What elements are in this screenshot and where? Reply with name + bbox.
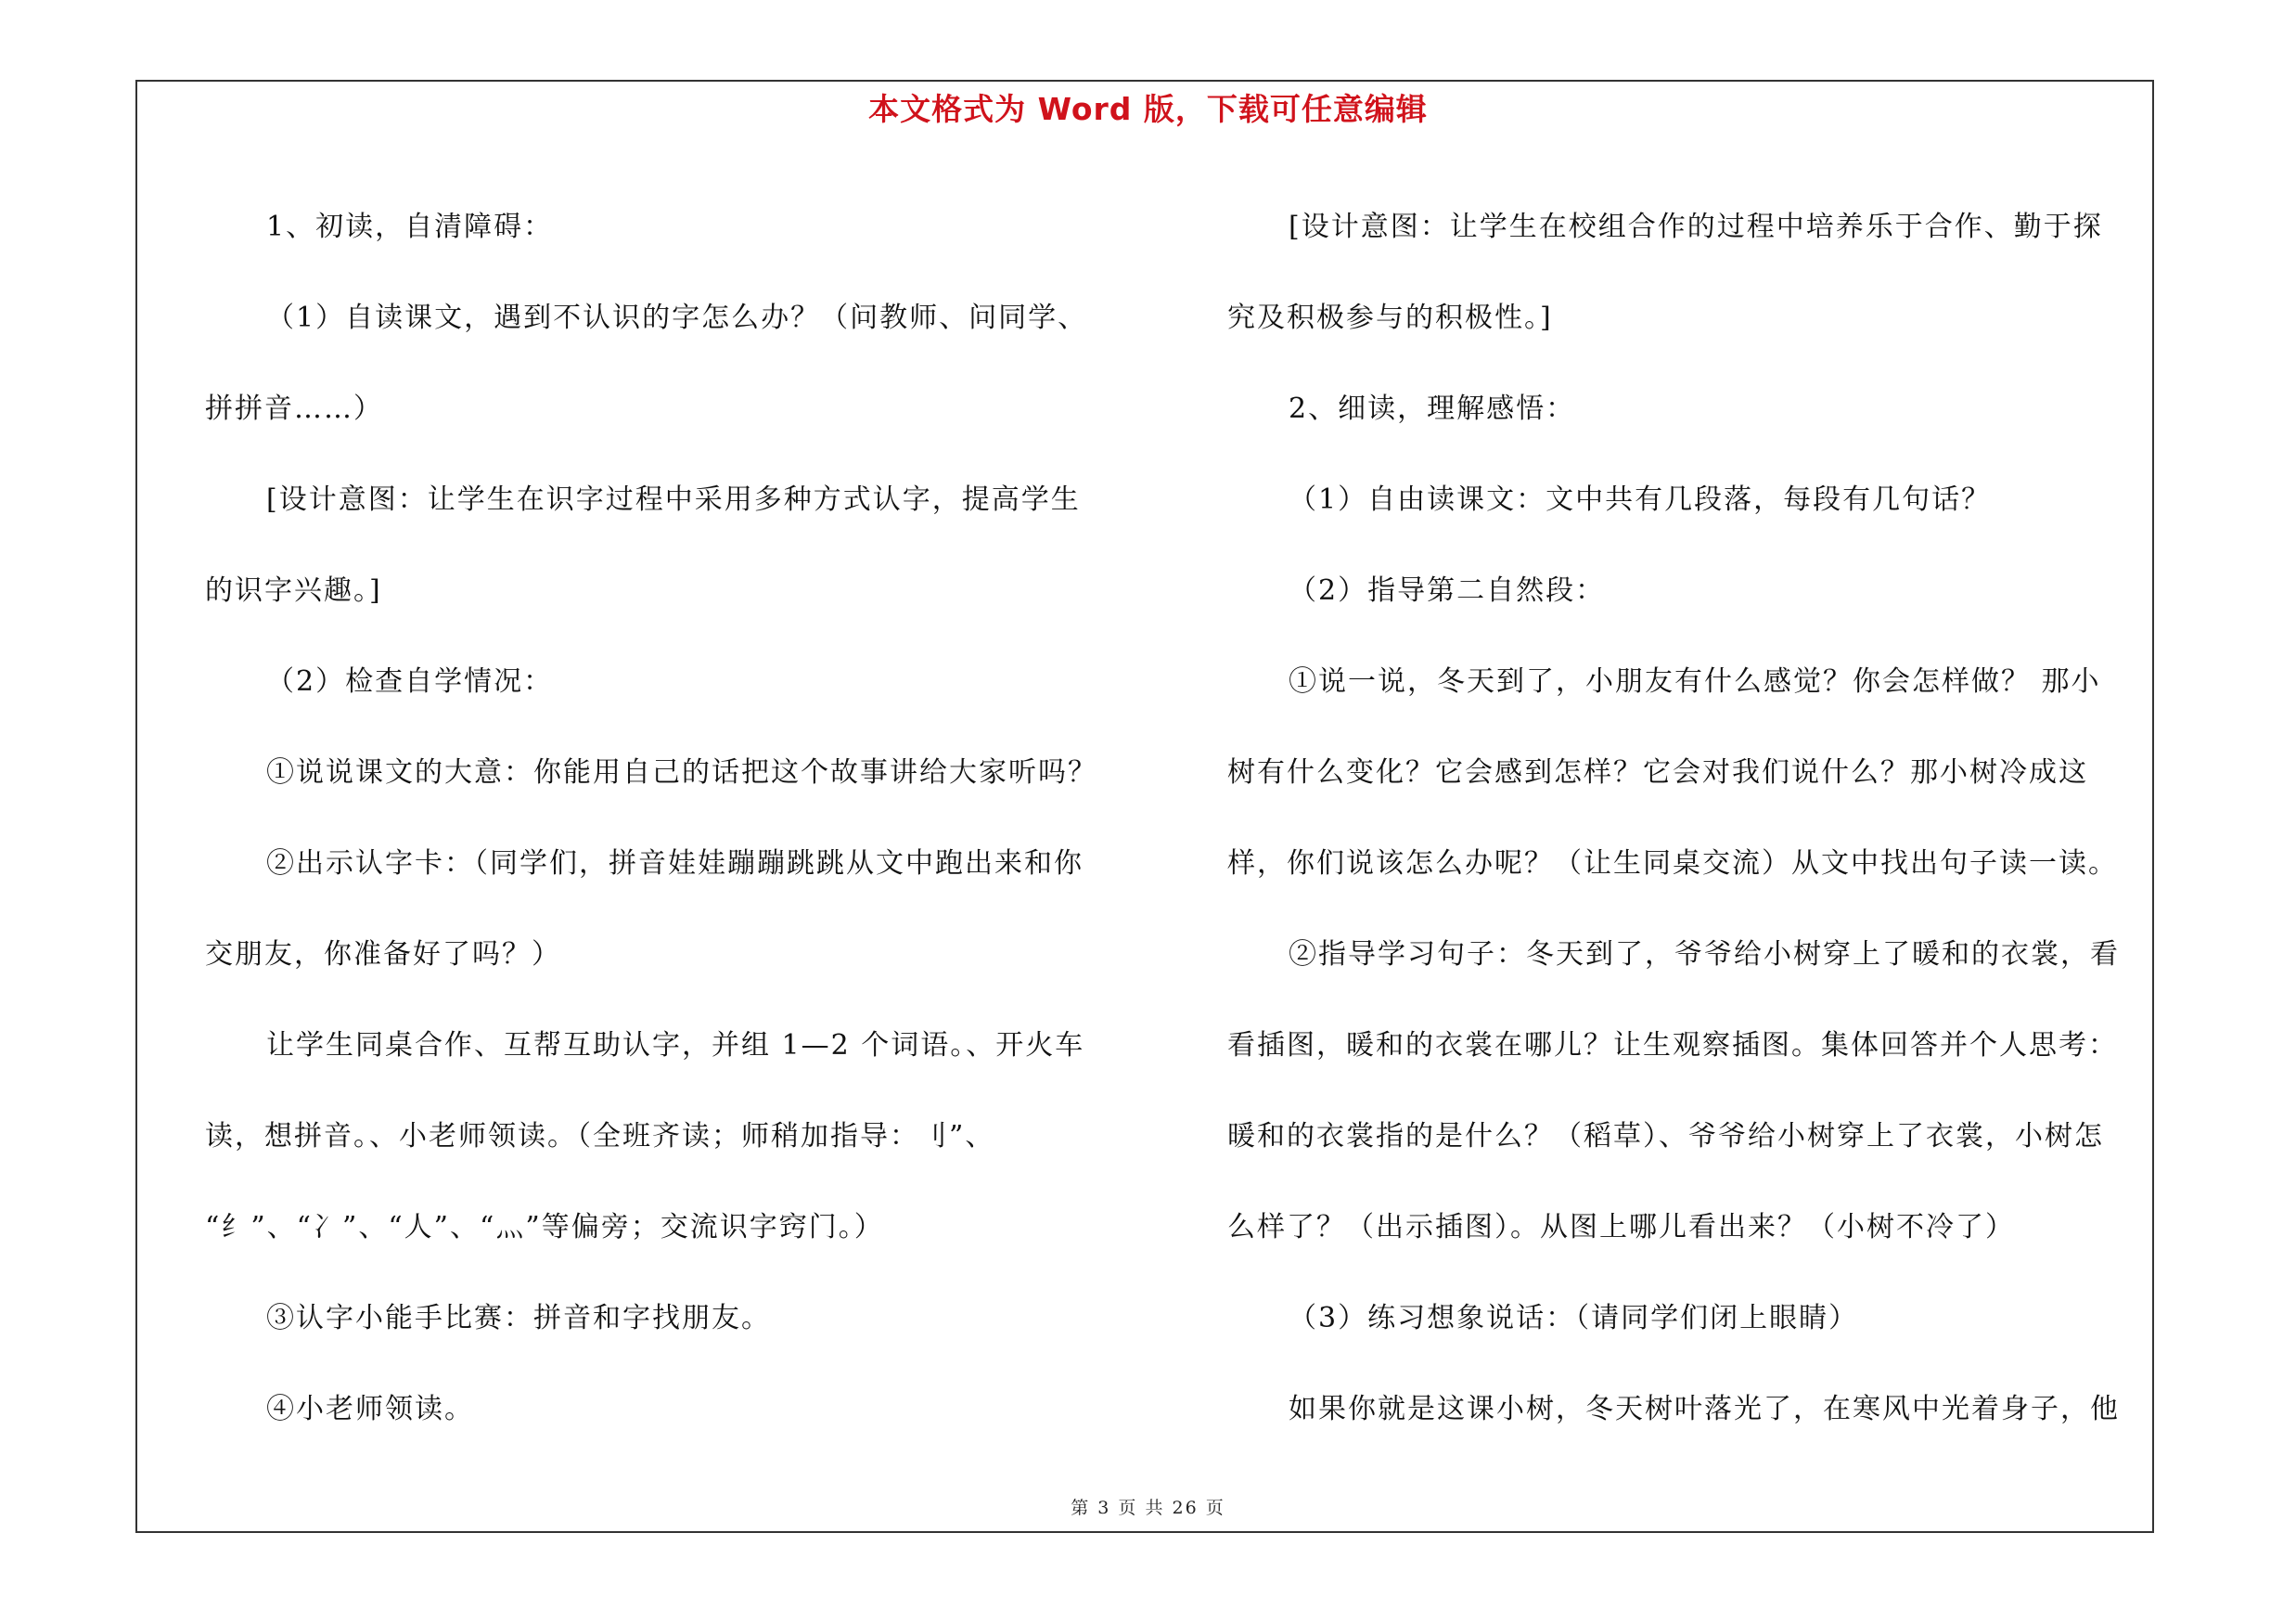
text-line: 如果你就是这课小树，冬天树叶落光了，在寒风中光着身子，他 <box>1289 1393 2120 1425</box>
text-line: （3）练习想象说话：（请同学们闭上眼睛） <box>1289 1302 1859 1334</box>
text-line: 让学生同桌合作、互帮互助认字，并组 1—2 个词语。、开火车 <box>266 1029 1085 1062</box>
text-line: ④小老师领读。 <box>266 1393 474 1425</box>
text-line: ③认字小能手比赛：拼音和字找朋友。 <box>266 1302 771 1334</box>
text-line: ①说说课文的大意：你能用自己的话把这个故事讲给大家听吗？ <box>266 756 1097 789</box>
text-line: （1）自读课文，遇到不认识的字怎么办？（问教师、问同学、 <box>266 302 1088 334</box>
format-banner: 本文格式为 Word 版，下载可任意编辑 <box>868 91 1428 127</box>
text-line: 交朋友，你准备好了吗？） <box>205 938 561 971</box>
text-line: 究及积极参与的积极性。] <box>1227 302 1553 334</box>
text-line: 暖和的衣裳指的是什么？（稻草）、爷爷给小树穿上了衣裳，小树怎 <box>1227 1120 2104 1153</box>
text-line: ②指导学习句子：冬天到了，爷爷给小树穿上了暖和的衣裳，看 <box>1289 938 2120 971</box>
text-line: [设计意图：让学生在校组合作的过程中培养乐于合作、勤于探 <box>1289 211 2103 243</box>
text-line: （2）检查自学情况： <box>266 665 554 698</box>
text-line: 1、初读，自清障碍： <box>266 211 554 243</box>
text-line: 么样了？（出示插图）。从图上哪儿看出来？（小树不冷了） <box>1227 1211 2015 1243</box>
text-line: 拼拼音……） <box>205 393 383 425</box>
text-line: “纟”、“冫”、“人”、“灬”等偏旁；交流识字窍门。） <box>205 1211 884 1243</box>
text-line: 的识字兴趣。] <box>205 574 382 607</box>
text-line: （2）指导第二自然段： <box>1289 574 1606 607</box>
left-column <box>205 182 1138 1455</box>
text-line: 看插图，暖和的衣裳在哪儿？让生观察插图。集体回答并个人思考： <box>1227 1029 2118 1062</box>
text-line: ②出示认字卡：（同学们，拼音娃娃蹦蹦跳跳从文中跑出来和你 <box>266 847 1084 880</box>
text-line: （1）自由读课文：文中共有几段落，每段有几句话？ <box>1289 483 1992 516</box>
right-column <box>1227 182 2161 1455</box>
text-line: 读，想拼音。、小老师领读。（全班齐读；师稍加指导：刂”、 <box>205 1120 995 1153</box>
text-line: ①说一说，冬天到了，小朋友有什么感觉？你会怎样做？ 那小 <box>1289 665 2101 698</box>
page-number: 第 3 页 共 26 页 <box>1071 1498 1225 1518</box>
text-line: [设计意图：让学生在识字过程中采用多种方式认字，提高学生 <box>266 483 1081 516</box>
text-line: 2、细读，理解感悟： <box>1289 393 1576 425</box>
text-line: 树有什么变化？它会感到怎样？它会对我们说什么？那小树冷成这 <box>1227 756 2088 789</box>
text-line: 样，你们说该怎么办呢？（让生同桌交流）从文中找出句子读一读。 <box>1227 847 2118 880</box>
